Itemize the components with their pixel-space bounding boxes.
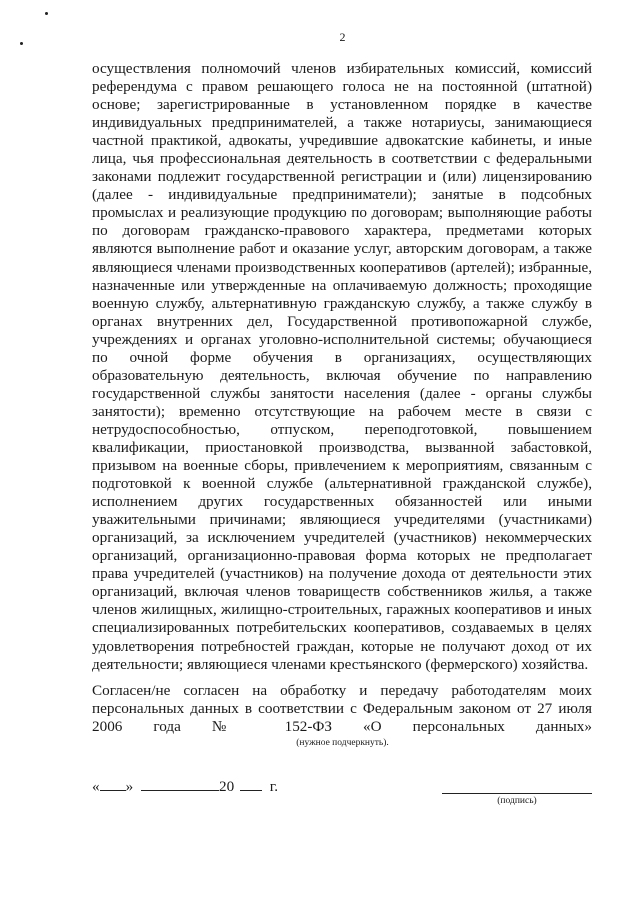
underline-hint: (нужное подчеркнуть). (296, 738, 389, 748)
body-paragraph: осуществления полномочий членов избирательных комиссий, комиссий референдума с правом решающего голоса не на постоянной (штатной) основе; зарегистрированные в установленном порядке в качестве индивидуальных предпринимателей, а также нотариусы, занимающиеся частной практикой, адвокаты, учредившие адвокатские кабинеты, и иные лица, чья профессиональная деятельность в соответствии с федеральными законами подлежит государственной регистрации и (или) лицензированию (далее - индивидуальные предприниматели); занятые в подсобных промыслах и реализующие продукцию по договорам; выполняющие работы по договорам гражданско-правового характера, предметами которых являются выполнение работ и оказание услуг, авторским договорам, а также являющиеся членами производственных кооперативов (артелей); избранные, назначенные или утвержденные на оплачиваемую должность; проходящие военную службу, альтернативную гражданскую службу, а также службу в органах внутренних дел, Государственной противопожарной службе, учреждениях и органах уголовно-исполнительной системы; обучающиеся по очной форме обучения в организациях, осуществляющих образовательную деятельность, включая обучение по направлению государственной службы занятости населения (далее - органы службы занятости); временно отсутствующие на рабочем месте в связи с нетрудоспособностью, отпуском, переподготовкой, повышением квалификации, приостановкой производства, вызванной забастовкой, призывом на военные сборы, привлечением к мероприятиям, связанным с подготовкой к военной службе (альтернативной гражданской службе), исполнением других государственных обязанностей или иными уважительными причинами; являющиеся учредителями (участниками) организаций, за исключением учредителей (участников) некоммерческих организаций, организационно-правовая форма которых не предполагает права учредителей (участников) на получение дохода от деятельности этих организаций, включая членов товариществ собственников жилья, а также членов жилищных, жилищно-строительных, гаражных кооперативов и иных специализированных потребительских кооперативов, создаваемых в целях удовлетворения потребностей граждан, которые не получают доход от их деятельности; являющиеся членами крестьянского (фермерского) хозяйства. (92, 60, 592, 673)
consent-text: Согласен/не согласен на обработку и передачу работодателям моих персональных данных в соответствии с Федеральным законом от 27 июля 2006 года № 152-ФЗ «О персональных данных» (92, 682, 592, 735)
date-open-quote: « (92, 778, 100, 795)
signature-line[interactable] (442, 793, 592, 794)
year-prefix: 20 (218, 778, 235, 795)
consent-block (92, 682, 592, 736)
year-suffix: г. (269, 778, 279, 795)
signature-hint: (подпись) (497, 796, 537, 806)
month-field[interactable] (141, 776, 219, 791)
scan-dot-top (45, 12, 48, 15)
page-number: 2 (339, 30, 346, 44)
year-field[interactable] (240, 776, 262, 791)
day-field[interactable] (100, 776, 126, 791)
date-close-quote: » (125, 778, 134, 795)
date-line (92, 776, 278, 796)
body-text-block (92, 60, 592, 674)
